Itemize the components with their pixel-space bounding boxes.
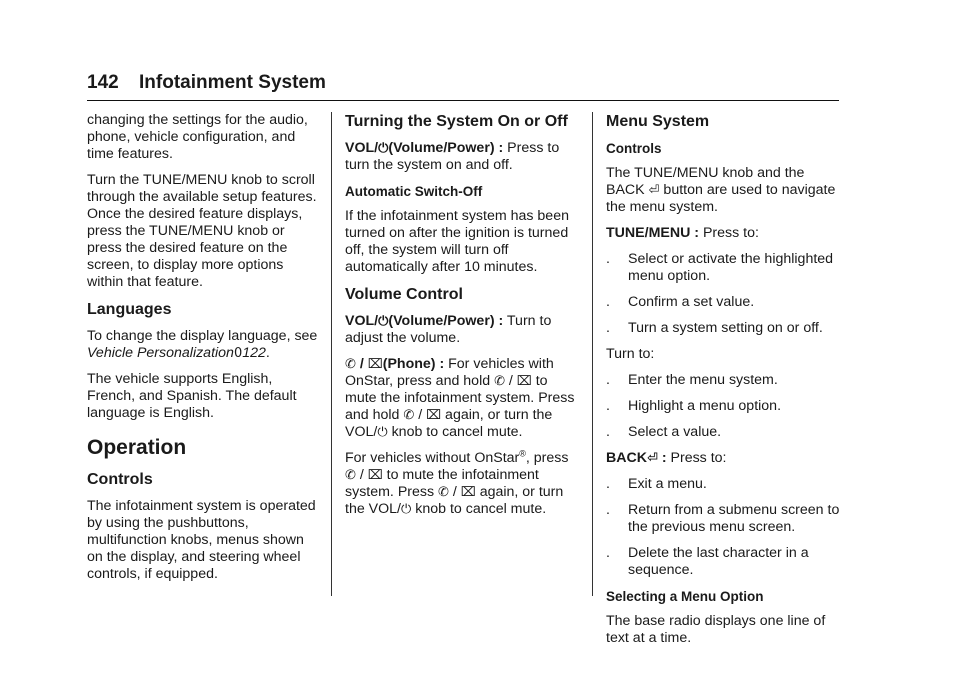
arrow-icon: 0: [233, 346, 243, 361]
page-reference[interactable]: 122: [242, 345, 266, 361]
automatic-switch-off-heading: Automatic Switch-Off: [345, 184, 483, 199]
volume-control-heading: Volume Control: [345, 286, 463, 303]
paragraph: Turn the TUNE/MENU knob to scroll through the available setup features. Once the desired feature displays, press the TUNE/MENU knob or press the desired feature on the screen, to display more options within that feature.: [87, 172, 317, 290]
paragraph: TUNE/MENU : Press to:: [606, 225, 759, 241]
phone-icon: ✆: [403, 408, 415, 423]
languages-heading: Languages: [87, 301, 172, 318]
list-item: . Confirm a set value.: [606, 294, 755, 310]
mute-icon: ⌧: [426, 408, 442, 423]
list-item: . Return from a submenu screen to the previous menu screen.: [606, 502, 840, 535]
controls-subheading: Controls: [606, 141, 662, 156]
operation-heading: Operation: [87, 436, 187, 459]
column-divider: [592, 112, 593, 596]
page-header: [87, 68, 839, 101]
mute-icon: ⌧: [516, 374, 532, 389]
paragraph: If the infotainment system has been turned on after the ignition is turned off, the system will turn off automatically after 10 minutes.: [345, 208, 569, 275]
column-left: [87, 112, 323, 592]
phone-icon: ✆: [345, 468, 356, 483]
power-icon: ⏻: [378, 314, 389, 329]
paragraph: VOL/⏻(Volume/Power) : Press to turn the system on and off.: [345, 140, 560, 173]
paragraph: For vehicles without OnStar®, press ✆ / ⌧ to mute the infotainment system. Press ✆ / ⌧ again, or turn the VOL/⏻ knob to cancel mute.: [345, 448, 569, 517]
back-icon: ⏎: [648, 183, 660, 198]
list-item: . Exit a menu.: [606, 476, 707, 492]
phone-icon: ✆: [345, 357, 356, 372]
power-icon: ⏻: [377, 425, 388, 440]
column-divider: [331, 112, 332, 596]
section-title: Infotainment System: [139, 72, 326, 93]
mute-icon: ⌧: [460, 485, 476, 500]
phone-icon: ✆: [438, 485, 449, 500]
back-icon: ⏎: [646, 451, 658, 466]
registered-mark: ®: [519, 448, 526, 459]
list-item: . Highlight a menu option.: [606, 398, 782, 414]
list-item: . Select or activate the highlighted menu option.: [606, 251, 834, 284]
list-item: . Delete the last character in a sequence.: [606, 545, 809, 578]
paragraph: VOL/⏻(Volume/Power) : Turn to adjust the volume.: [345, 313, 552, 346]
turning-on-off-heading: Turning the System On or Off: [345, 113, 568, 130]
list-item: . Select a value.: [606, 424, 722, 440]
selecting-menu-option-heading: Selecting a Menu Option: [606, 589, 764, 604]
paragraph: BACK⏎ : Press to:: [606, 450, 727, 466]
phone-icon: ✆: [494, 374, 505, 389]
paragraph: ✆ / ⌧(Phone) : For vehicles with OnStar, press and hold ✆ / ⌧ to mute the infotainment system. Press and hold ✆ / ⌧ again, or turn the VOL/⏻ knob to cancel mute.: [345, 356, 575, 440]
paragraph: The infotainment system is operated by using the pushbuttons, multifunction knobs, menus shown on the display, and steering wheel controls, if equipped.: [87, 498, 316, 582]
paragraph: The vehicle supports English, French, and Spanish. The default language is English.: [87, 371, 297, 421]
cross-reference-link[interactable]: Vehicle Personalization: [87, 345, 234, 361]
paragraph: The TUNE/MENU knob and the BACK ⏎ button are used to navigate the menu system.: [606, 165, 836, 215]
mute-icon: ⌧: [367, 357, 383, 372]
power-icon: ⏻: [378, 141, 389, 156]
controls-heading: Controls: [87, 471, 153, 488]
power-icon: ⏻: [401, 502, 412, 517]
paragraph: The base radio displays one line of text at a time.: [606, 613, 826, 646]
paragraph: To change the display language, see Vehicle Personalization0122.: [87, 328, 318, 361]
menu-system-heading: Menu System: [606, 113, 710, 130]
mute-icon: ⌧: [367, 468, 383, 483]
paragraph: Turn to:: [606, 346, 655, 362]
paragraph: changing the settings for the audio, phone, vehicle configuration, and time features.: [87, 112, 308, 162]
list-item: . Enter the menu system.: [606, 372, 778, 388]
column-right: [606, 112, 840, 656]
column-middle: [345, 112, 582, 527]
page-number: 142: [87, 72, 119, 93]
list-item: . Turn a system setting on or off.: [606, 320, 823, 336]
